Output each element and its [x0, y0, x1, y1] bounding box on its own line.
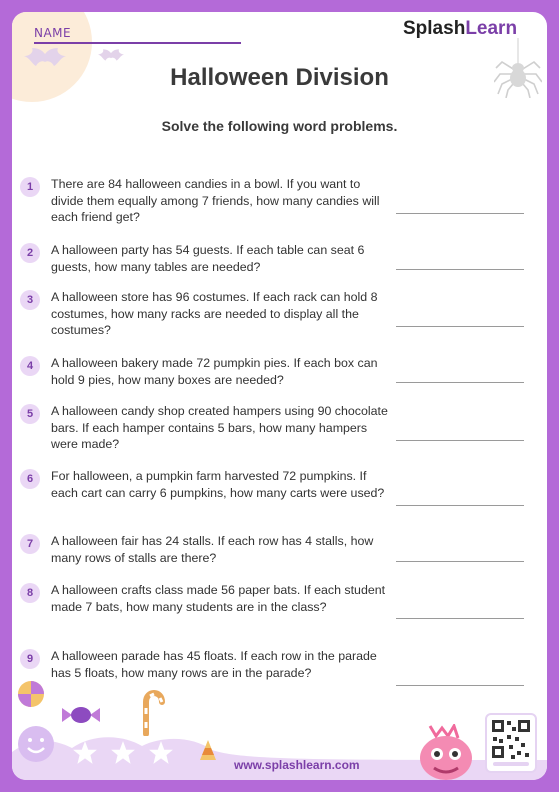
star-icon [72, 740, 98, 766]
smiley-icon [16, 724, 56, 764]
answer-line[interactable] [396, 618, 524, 619]
problem-number: 5 [20, 404, 40, 424]
star-icon [110, 740, 136, 766]
problem-text: A halloween crafts class made 56 paper bats. If each student made 7 bats, how many students are in the class? [51, 583, 386, 614]
answer-line[interactable] [396, 269, 524, 270]
problem-text: A halloween fair has 24 stalls. If each row has 4 stalls, how many rows of stalls are there? [51, 534, 374, 565]
problem-number: 7 [20, 534, 40, 554]
problem-number: 2 [20, 243, 40, 263]
answer-line[interactable] [396, 326, 524, 327]
name-field[interactable] [34, 42, 241, 44]
answer-line[interactable] [396, 213, 524, 214]
problem-number: 6 [20, 469, 40, 489]
worksheet-page [12, 12, 547, 780]
logo-text-learn: Learn [465, 18, 518, 39]
answer-line[interactable] [396, 685, 524, 686]
answer-line[interactable] [396, 440, 524, 441]
problem-text: A halloween bakery made 72 pumpkin pies. If each box can hold 9 pies, how many boxes are needed? [51, 356, 378, 387]
answer-line[interactable] [396, 382, 524, 383]
footer-website-link[interactable]: www.splashlearn.com [234, 758, 360, 772]
problem-text: There are 84 halloween candies in a bowl. If you want to divide them equally among 7 friends, how many candies will each friend get? [51, 177, 380, 224]
candy-cane-icon [138, 688, 168, 736]
bat-icon [98, 48, 124, 62]
monster-icon [414, 724, 478, 780]
problem-text: A halloween candy shop created hampers using 90 chocolate bars. If each hamper contains 5 bars, how many hampers were made? [51, 404, 388, 451]
qr-code-icon [485, 713, 537, 773]
problem-text: For halloween, a pumpkin farm harvested 72 pumpkins. If each cart can carry 6 pumpkins, how many carts were used? [51, 469, 385, 500]
candy-icon [62, 704, 100, 726]
answer-line[interactable] [396, 505, 524, 506]
worksheet-title: Halloween Division [170, 64, 389, 91]
problem-text: A halloween party has 54 guests. If each table can seat 6 guests, how many tables are needed? [51, 243, 365, 274]
problem-number: 3 [20, 290, 40, 310]
problem-text: A halloween parade has 45 floats. If each row in the parade has 5 floats, how many rows are in the parade? [51, 649, 377, 680]
candy-corn-icon [200, 740, 216, 760]
star-icon [148, 740, 174, 766]
splashlearn-logo [403, 18, 517, 40]
lollipop-icon [14, 680, 48, 720]
worksheet-instructions: Solve the following word problems. [161, 118, 398, 134]
problem-number: 9 [20, 649, 40, 669]
problem-number: 1 [20, 177, 40, 197]
logo-text-splash: Splash [403, 18, 466, 39]
problem-text: A halloween store has 96 costumes. If each rack can hold 8 costumes, how many racks are needed to display all the costumes? [51, 290, 378, 337]
problem-number: 4 [20, 356, 40, 376]
name-label: NAME [34, 26, 72, 40]
problem-number: 8 [20, 583, 40, 603]
answer-line[interactable] [396, 561, 524, 562]
